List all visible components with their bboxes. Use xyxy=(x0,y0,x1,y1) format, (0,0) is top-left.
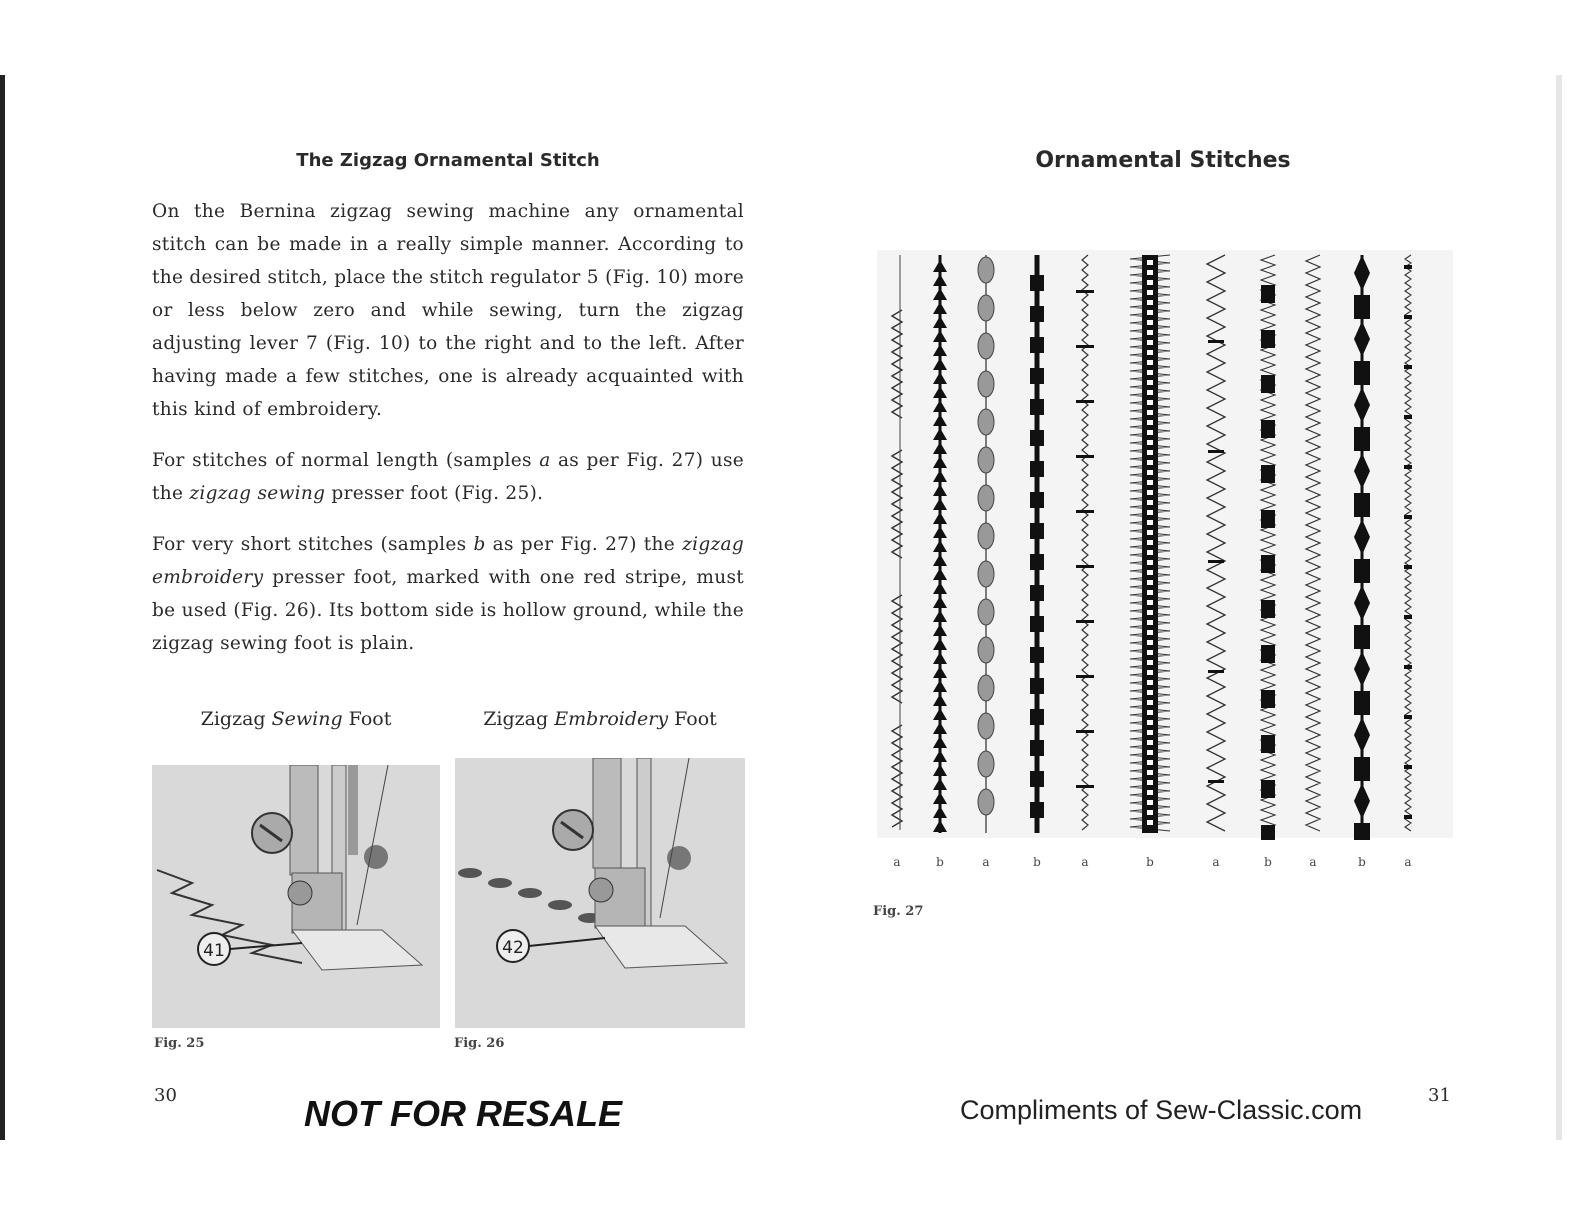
rectangle-stitch xyxy=(1354,361,1370,385)
square-stitch xyxy=(1030,275,1044,291)
ladder-hole xyxy=(1147,500,1153,505)
square-stitch xyxy=(1261,330,1275,348)
title-text: Foot xyxy=(342,708,392,730)
ladder-hole xyxy=(1147,540,1153,545)
left-page-heading: The Zigzag Ornamental Stitch xyxy=(296,150,600,171)
square-stitch xyxy=(1261,420,1275,438)
figure-26-caption: Fig. 26 xyxy=(454,1036,505,1051)
square-stitch xyxy=(1261,600,1275,618)
figure-26-title xyxy=(455,708,745,730)
square-stitch xyxy=(1030,771,1044,787)
square-stitch xyxy=(1030,430,1044,446)
rectangle-stitch xyxy=(1354,625,1370,649)
ladder-hole xyxy=(1147,330,1153,335)
page-number-left: 30 xyxy=(154,1085,177,1106)
square-stitch xyxy=(1030,647,1044,663)
rectangle-stitch xyxy=(1354,691,1370,715)
square-stitch xyxy=(1261,555,1275,573)
scan-edge xyxy=(0,75,5,1140)
square-stitch xyxy=(1030,461,1044,477)
ladder-hole xyxy=(1147,770,1153,775)
dot-stitch xyxy=(1404,315,1412,319)
bar-stitch xyxy=(1076,290,1094,293)
dot-stitch xyxy=(1404,665,1412,669)
title-text: Foot xyxy=(668,708,717,730)
ladder-hole xyxy=(1147,590,1153,595)
bar-stitch xyxy=(1076,785,1094,788)
ladder-hole xyxy=(1147,760,1153,765)
ladder-hole xyxy=(1147,560,1153,565)
bead-stitch xyxy=(978,409,994,435)
bar-stitch xyxy=(1076,345,1094,348)
ladder-hole xyxy=(1147,360,1153,365)
ladder-hole xyxy=(1147,310,1153,315)
ladder-hole xyxy=(1147,350,1153,355)
square-stitch xyxy=(1261,735,1275,753)
stitch-label: b xyxy=(1146,855,1154,869)
stitch-label: b xyxy=(1358,855,1366,869)
bar-stitch xyxy=(1208,670,1224,673)
paragraph-text: For very short stitches (samples xyxy=(152,534,474,555)
square-stitch xyxy=(1261,510,1275,528)
stitch-label: b xyxy=(936,855,944,869)
bar-stitch xyxy=(1076,565,1094,568)
right-page-heading: Ornamental Stitches xyxy=(1035,148,1291,173)
dot-stitch xyxy=(1404,515,1412,519)
square-stitch xyxy=(1261,465,1275,483)
ladder-hole xyxy=(1147,550,1153,555)
ladder-hole xyxy=(1147,680,1153,685)
paragraph-text: as per Fig. 27) the xyxy=(485,534,683,555)
bar-stitch xyxy=(1076,400,1094,403)
body-text xyxy=(152,195,744,678)
bead-stitch xyxy=(978,523,994,549)
ladder-hole xyxy=(1147,580,1153,585)
square-stitch xyxy=(1261,375,1275,393)
rectangle-stitch xyxy=(1354,757,1370,781)
ladder-hole xyxy=(1147,440,1153,445)
ladder-hole xyxy=(1147,750,1153,755)
footer-credit: Compliments of Sew-Classic.com xyxy=(960,1095,1363,1125)
square-stitch xyxy=(1030,337,1044,353)
embroidery-foot-photo xyxy=(455,758,745,1028)
bead-stitch xyxy=(978,675,994,701)
figure-25-title xyxy=(152,708,440,730)
stitch-label: b xyxy=(1033,855,1041,869)
dot-stitch xyxy=(1404,465,1412,469)
stitch-label: a xyxy=(893,855,901,869)
ladder-hole xyxy=(1147,650,1153,655)
title-em: Embroidery xyxy=(554,708,669,730)
square-stitch xyxy=(1030,802,1044,818)
ladder-hole xyxy=(1147,400,1153,405)
square-stitch xyxy=(1030,740,1044,756)
title-text: Zigzag xyxy=(200,708,272,730)
square-stitch xyxy=(1030,554,1044,570)
dot-stitch xyxy=(1404,415,1412,419)
square-stitch xyxy=(1030,523,1044,539)
callout-number: 42 xyxy=(502,938,524,958)
paragraph-text: presser foot (Fig. 25). xyxy=(325,483,544,504)
ladder-hole xyxy=(1147,660,1153,665)
dot-stitch xyxy=(1404,715,1412,719)
bar-stitch xyxy=(1076,675,1094,678)
ladder-hole xyxy=(1147,810,1153,815)
paragraph-em: b xyxy=(473,534,486,555)
ladder-hole xyxy=(1147,790,1153,795)
stitch-label: b xyxy=(1264,855,1272,869)
dot-stitch xyxy=(1404,765,1412,769)
bar-stitch xyxy=(1076,620,1094,623)
bead-stitch xyxy=(978,713,994,739)
stitch-label: a xyxy=(1404,855,1412,869)
figure-25-caption: Fig. 25 xyxy=(154,1036,205,1051)
ladder-hole xyxy=(1147,800,1153,805)
ladder-hole xyxy=(1147,520,1153,525)
square-stitch xyxy=(1030,306,1044,322)
paragraph-3 xyxy=(152,528,744,660)
presser-foot-illustration xyxy=(455,758,745,1028)
figure-27-caption: Fig. 27 xyxy=(873,904,924,919)
ladder-hole xyxy=(1147,530,1153,535)
paragraph-em: zigzag sewing xyxy=(189,483,326,504)
bead-stitch xyxy=(978,751,994,777)
paragraph-em: a xyxy=(539,450,551,471)
dot-stitch xyxy=(1404,265,1412,269)
square-stitch xyxy=(1261,780,1275,798)
ornamental-stitches-figure xyxy=(877,250,1453,840)
ladder-hole xyxy=(1147,280,1153,285)
square-stitch xyxy=(1261,690,1275,708)
bead-stitch xyxy=(978,789,994,815)
ladder-hole xyxy=(1147,740,1153,745)
ladder-hole xyxy=(1147,290,1153,295)
square-stitch xyxy=(1030,709,1044,725)
ladder-hole xyxy=(1147,370,1153,375)
ladder-hole xyxy=(1147,710,1153,715)
ladder-hole xyxy=(1147,720,1153,725)
bead-stitch xyxy=(978,447,994,473)
ladder-hole xyxy=(1147,260,1153,265)
ladder-hole xyxy=(1147,630,1153,635)
dot-stitch xyxy=(1404,815,1412,819)
ladder-hole xyxy=(1147,600,1153,605)
paragraph-1 xyxy=(152,195,744,426)
ladder-hole xyxy=(1147,460,1153,465)
bar-stitch xyxy=(1208,780,1224,783)
ladder-hole xyxy=(1147,430,1153,435)
ladder-hole xyxy=(1147,510,1153,515)
square-stitch xyxy=(1030,678,1044,694)
ladder-hole xyxy=(1147,490,1153,495)
rectangle-stitch xyxy=(1354,559,1370,583)
square-stitch xyxy=(1030,368,1044,384)
ladder-hole xyxy=(1147,340,1153,345)
paragraph-text: presser foot, marked with one red stripe, must be used (Fig. 26). Its bottom side is hollow ground, while the zigzag sewing foot is plain. xyxy=(152,567,744,654)
ladder-hole xyxy=(1147,320,1153,325)
ladder-hole xyxy=(1147,620,1153,625)
paragraph-text: On the Bernina zigzag sewing machine any ornamental stitch can be made in a really simple manner. According to the desired stitch, place the stitch regulator 5 (Fig. 10) more or less below zero and while sewing, turn the zigzag adjusting lever 7 (Fig. 10) to the right and to the left. After having made a few stitches, one is already acquainted with this kind of embroidery. xyxy=(152,201,744,420)
ladder-hole xyxy=(1147,610,1153,615)
square-stitch xyxy=(1030,492,1044,508)
paragraph-text: as per Fig. 27) use the xyxy=(152,450,744,504)
ladder-hole xyxy=(1147,410,1153,415)
ladder-hole xyxy=(1147,380,1153,385)
square-stitch xyxy=(1261,645,1275,663)
square-stitch xyxy=(1030,585,1044,601)
ladder-hole xyxy=(1147,690,1153,695)
bead-stitch xyxy=(978,257,994,283)
dot-stitch xyxy=(1404,565,1412,569)
paragraph-text: For stitches of normal length (samples xyxy=(152,450,540,471)
ladder-hole xyxy=(1147,780,1153,785)
bead-stitch xyxy=(978,637,994,663)
stitch-label: a xyxy=(1212,855,1220,869)
callout-number: 41 xyxy=(203,941,225,961)
rectangle-stitch xyxy=(1354,823,1370,840)
bar-stitch xyxy=(1076,510,1094,513)
bar-stitch xyxy=(1208,450,1224,453)
bead-stitch xyxy=(978,371,994,397)
stitch-label: a xyxy=(1081,855,1089,869)
title-text: Zigzag xyxy=(483,708,555,730)
page-number-right: 31 xyxy=(1428,1085,1451,1106)
ladder-hole xyxy=(1147,730,1153,735)
stitch-label: a xyxy=(1309,855,1317,869)
dot-stitch xyxy=(1404,365,1412,369)
ladder-hole xyxy=(1147,670,1153,675)
ladder-hole xyxy=(1147,480,1153,485)
ladder-hole xyxy=(1147,420,1153,425)
presser-foot-illustration xyxy=(152,765,440,1028)
rectangle-stitch xyxy=(1354,427,1370,451)
scan-edge xyxy=(1556,75,1562,1140)
square-stitch xyxy=(1030,616,1044,632)
bar-stitch xyxy=(1208,560,1224,563)
rectangle-stitch xyxy=(1354,295,1370,319)
ladder-hole xyxy=(1147,450,1153,455)
paragraph-em: zigzag embroidery xyxy=(152,534,744,588)
bead-stitch xyxy=(978,295,994,321)
ladder-hole xyxy=(1147,470,1153,475)
bead-stitch xyxy=(978,561,994,587)
square-stitch xyxy=(1261,825,1275,840)
square-stitch xyxy=(1261,285,1275,303)
bar-stitch xyxy=(1208,340,1224,343)
bead-stitch xyxy=(978,485,994,511)
rectangle-stitch xyxy=(1354,493,1370,517)
dot-stitch xyxy=(1404,615,1412,619)
not-for-resale-stamp: NOT FOR RESALE xyxy=(304,1093,623,1134)
bead-stitch xyxy=(978,333,994,359)
bead-stitch xyxy=(978,599,994,625)
ladder-hole xyxy=(1147,570,1153,575)
bar-stitch xyxy=(1076,455,1094,458)
ladder-hole xyxy=(1147,820,1153,825)
bar-stitch xyxy=(1076,730,1094,733)
sewing-foot-photo xyxy=(152,765,440,1028)
square-stitch xyxy=(1030,399,1044,415)
ladder-hole xyxy=(1147,300,1153,305)
stitch-label: a xyxy=(982,855,990,869)
ladder-hole xyxy=(1147,700,1153,705)
ladder-hole xyxy=(1147,640,1153,645)
ladder-hole xyxy=(1147,270,1153,275)
ladder-hole xyxy=(1147,390,1153,395)
title-em: Sewing xyxy=(271,708,343,730)
paragraph-2 xyxy=(152,444,744,510)
